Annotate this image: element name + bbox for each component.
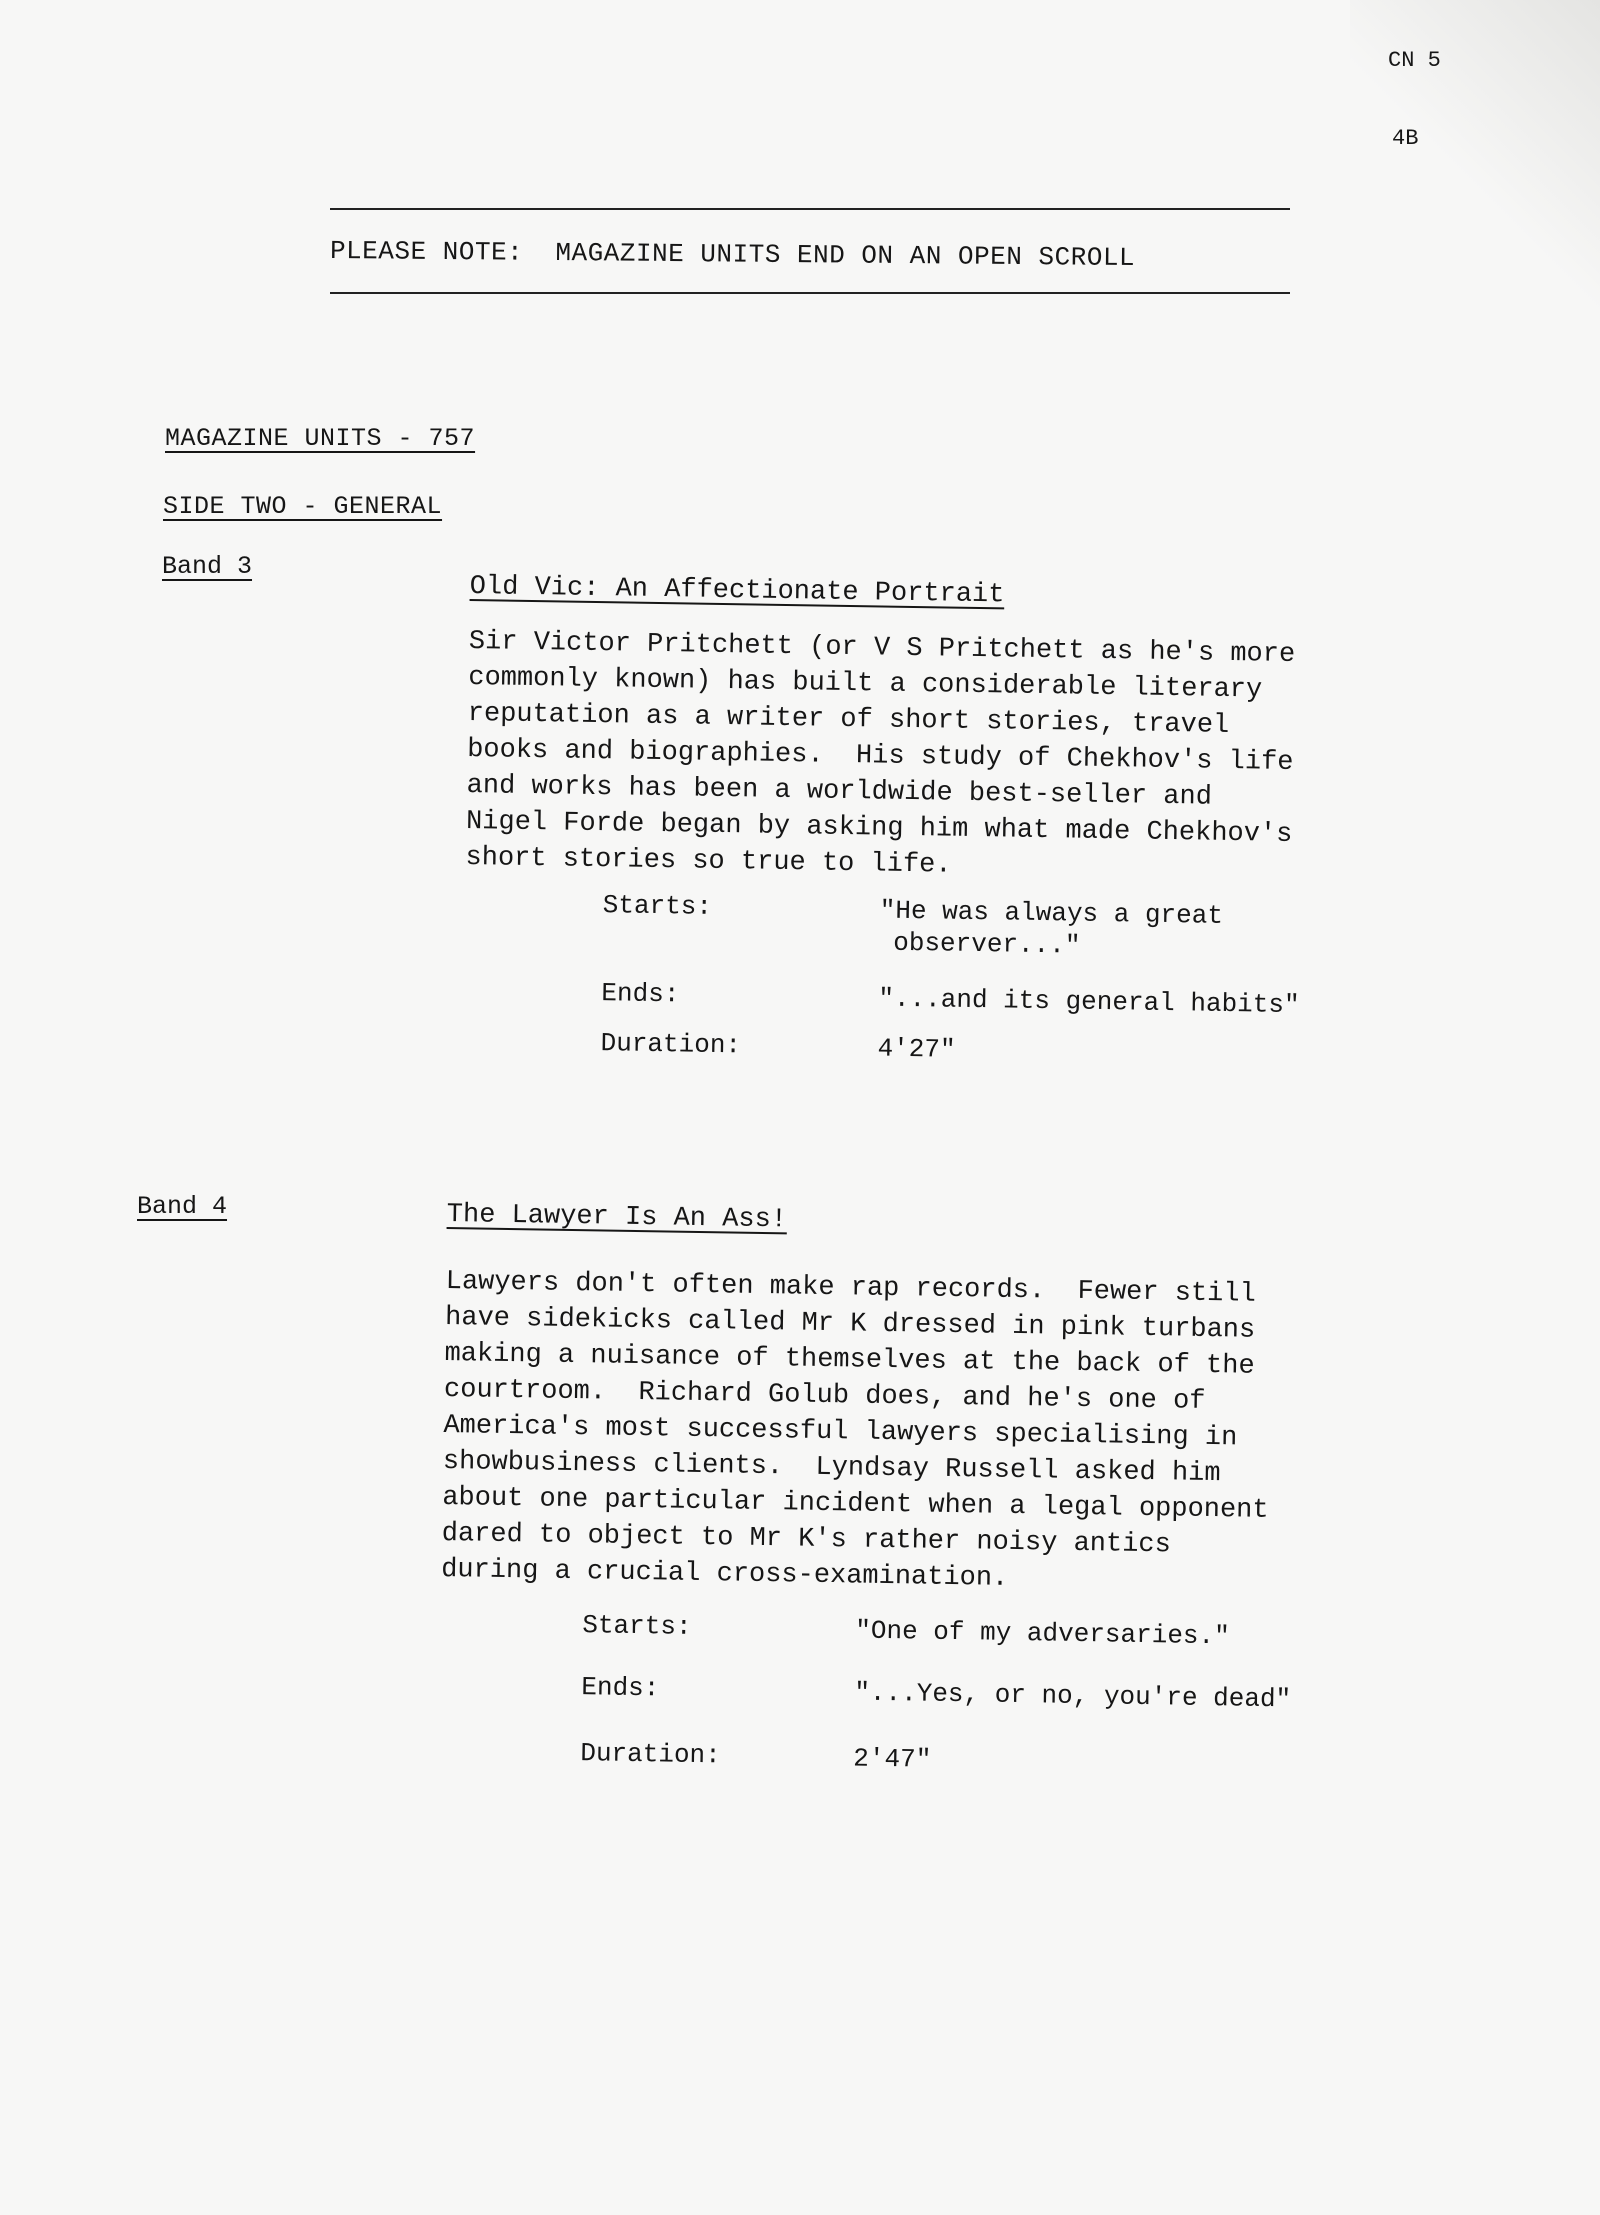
- band-3-desc-line: books and biographies. His study of Chekhov's life: [466, 734, 1294, 778]
- band-3-ends-label: Ends:: [601, 978, 680, 1010]
- section-side-heading: SIDE TWO - GENERAL: [163, 492, 443, 521]
- band-3-duration-label: Duration:: [600, 1028, 742, 1061]
- band-4-desc-line: during a crucial cross-examination.: [440, 1554, 1009, 1594]
- band-4-duration-value: 2'47": [853, 1743, 932, 1775]
- band-4-desc-line: America's most successful lawyers specialising in: [443, 1410, 1238, 1454]
- band-4-starts-value: "One of my adversaries.": [855, 1615, 1230, 1652]
- band-4-desc-line: have sidekicks called Mr K dressed in pink turbans: [444, 1302, 1256, 1346]
- band-4-ends-value: "...Yes, or no, you're dead": [854, 1677, 1292, 1715]
- band-3-label: Band 3: [162, 552, 253, 581]
- notice-top-rule: [330, 208, 1290, 210]
- band-3-description: [465, 624, 1459, 892]
- band-3-starts-line: observer...": [892, 927, 1081, 961]
- band-3-desc-line: and works has been a worldwide best-seller and: [466, 770, 1213, 813]
- band-4-entry: [438, 1200, 1437, 1803]
- band-3-desc-line: short stories so true to life.: [465, 842, 952, 881]
- band-4-cues: [438, 1588, 1431, 1804]
- notice-box: [330, 208, 1290, 294]
- band-3-entry: [461, 572, 1460, 1141]
- band-4-desc-line: about one particular incident when a legal opponent: [442, 1482, 1269, 1526]
- band-4-desc-line: Lawyers don't often make rap records. Fewer still: [445, 1266, 1256, 1310]
- section-units-heading: MAGAZINE UNITS - 757: [165, 424, 476, 453]
- notice-text: PLEASE NOTE: MAGAZINE UNITS END ON AN OPEN SCROLL: [329, 236, 1136, 274]
- band-3-starts-value: [879, 894, 1223, 963]
- band-4-desc-line: showbusiness clients. Lyndsay Russell asked him: [442, 1446, 1221, 1490]
- reference-code: CN 5: [1388, 48, 1441, 73]
- band-4-desc-line: making a nuisance of themselves at the back of the: [444, 1338, 1255, 1382]
- band-3-desc-line: Nigel Forde began by asking him what made Chekhov's: [465, 806, 1293, 850]
- band-3-cues: [461, 876, 1455, 1142]
- band-3-ends-value: "...and its general habits": [878, 983, 1300, 1021]
- band-3-desc-line: reputation as a writer of short stories, travel: [467, 698, 1230, 741]
- band-3-title: Old Vic: An Affectionate Portrait: [469, 572, 1005, 611]
- band-3-duration-value: 4'27": [877, 1033, 956, 1065]
- band-4-starts-label: Starts:: [582, 1610, 692, 1642]
- band-4-description: [441, 1264, 1436, 1604]
- page-number: 4B: [1392, 126, 1419, 151]
- band-4-ends-label: Ends:: [581, 1672, 660, 1704]
- band-4-label: Band 4: [137, 1192, 228, 1221]
- band-4-desc-line: courtroom. Richard Golub does, and he's one of: [443, 1374, 1206, 1417]
- band-3-starts-label: Starts:: [602, 890, 713, 922]
- band-3-desc-line: Sir Victor Pritchett (or V S Pritchett as he's more: [468, 626, 1296, 670]
- notice-bottom-rule: [330, 292, 1290, 294]
- band-4-duration-label: Duration:: [580, 1738, 721, 1771]
- band-3-starts-line: "He was always a great: [879, 895, 1224, 931]
- band-4-desc-line: dared to object to Mr K's rather noisy antics: [441, 1518, 1172, 1561]
- band-3-desc-line: commonly known) has built a considerable literary: [468, 662, 1263, 706]
- band-4-title: The Lawyer Is An Ass!: [446, 1200, 788, 1236]
